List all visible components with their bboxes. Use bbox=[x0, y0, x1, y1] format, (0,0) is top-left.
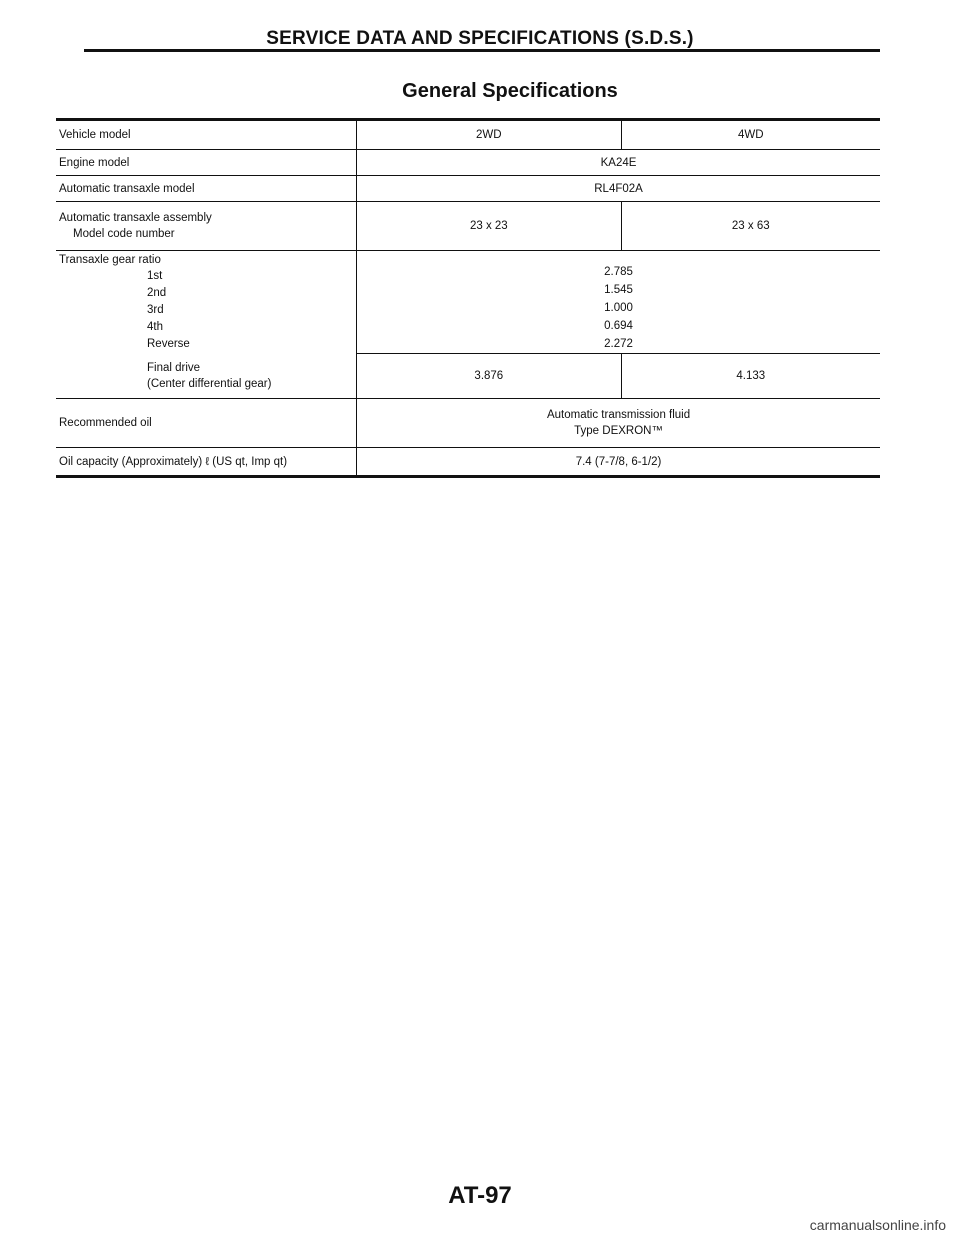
final-drive-label-line2: (Center differential gear) bbox=[147, 377, 272, 390]
gear-name-2nd: 2nd bbox=[147, 286, 167, 299]
recommended-oil-line1: Automatic transmission fluid bbox=[546, 409, 691, 421]
final-drive-2wd: 3.876 bbox=[357, 354, 621, 399]
header-rule bbox=[84, 49, 880, 52]
final-drive-label-cell bbox=[56, 354, 357, 399]
gear-name-4th: 4th bbox=[147, 320, 163, 333]
gear-value-1st: 2.785 bbox=[604, 266, 633, 278]
gear-value-4th: 0.694 bbox=[604, 320, 633, 332]
gear-ratio-label: Transaxle gear ratio bbox=[59, 253, 161, 266]
gear-name-1st: 1st bbox=[147, 269, 163, 282]
assembly-label-line1: Automatic transaxle assembly bbox=[59, 212, 212, 224]
oil-capacity-label: Oil capacity (Approximately) ℓ (US qt, Imp qt) bbox=[56, 448, 357, 477]
assembly-label-line2: Model code number bbox=[73, 228, 175, 240]
watermark: carmanualsonline.info bbox=[809, 1217, 946, 1233]
table-row-gear-ratio bbox=[56, 251, 880, 354]
general-specifications-table bbox=[56, 118, 880, 478]
transaxle-model-label: Automatic transaxle model bbox=[56, 176, 357, 202]
recommended-oil-value bbox=[357, 399, 880, 448]
vehicle-model-2wd: 2WD bbox=[357, 120, 621, 150]
table-row-final-drive bbox=[56, 354, 880, 399]
gear-values-cell bbox=[357, 251, 880, 354]
page-number: AT-97 bbox=[448, 1182, 512, 1209]
gear-names bbox=[59, 268, 356, 353]
oil-capacity-value: 7.4 (7-7/8, 6-1/2) bbox=[357, 448, 880, 477]
recommended-oil-line2: Type DEXRON™ bbox=[574, 425, 663, 437]
gear-value-reverse: 2.272 bbox=[604, 338, 633, 350]
table-row-assembly bbox=[56, 202, 880, 251]
gear-name-3rd: 3rd bbox=[147, 303, 164, 316]
final-drive-label-line1: Final drive bbox=[147, 361, 201, 374]
section-title: General Specifications bbox=[402, 80, 618, 102]
final-drive-4wd: 4.133 bbox=[621, 354, 880, 399]
assembly-4wd: 23 x 63 bbox=[621, 202, 880, 251]
gear-value-2nd: 1.545 bbox=[604, 284, 633, 296]
table-row-recommended-oil bbox=[56, 399, 880, 448]
recommended-oil-label: Recommended oil bbox=[56, 399, 357, 448]
table-row-oil-capacity bbox=[56, 448, 880, 477]
table-row-engine-model bbox=[56, 150, 880, 176]
gear-values bbox=[357, 251, 880, 353]
assembly-2wd: 23 x 23 bbox=[357, 202, 621, 251]
page-header-title: SERVICE DATA AND SPECIFICATIONS (S.D.S.) bbox=[266, 28, 694, 49]
vehicle-model-label: Vehicle model bbox=[56, 120, 357, 150]
table-row-transaxle-model bbox=[56, 176, 880, 202]
engine-model-label: Engine model bbox=[56, 150, 357, 176]
gear-value-3rd: 1.000 bbox=[604, 302, 633, 314]
table-row-vehicle-model bbox=[56, 120, 880, 150]
assembly-label bbox=[56, 202, 357, 251]
engine-model-value: KA24E bbox=[357, 150, 880, 176]
transaxle-model-value: RL4F02A bbox=[357, 176, 880, 202]
gear-name-reverse: Reverse bbox=[147, 337, 190, 350]
gear-ratio-label-cell bbox=[56, 251, 357, 354]
vehicle-model-4wd: 4WD bbox=[621, 120, 880, 150]
